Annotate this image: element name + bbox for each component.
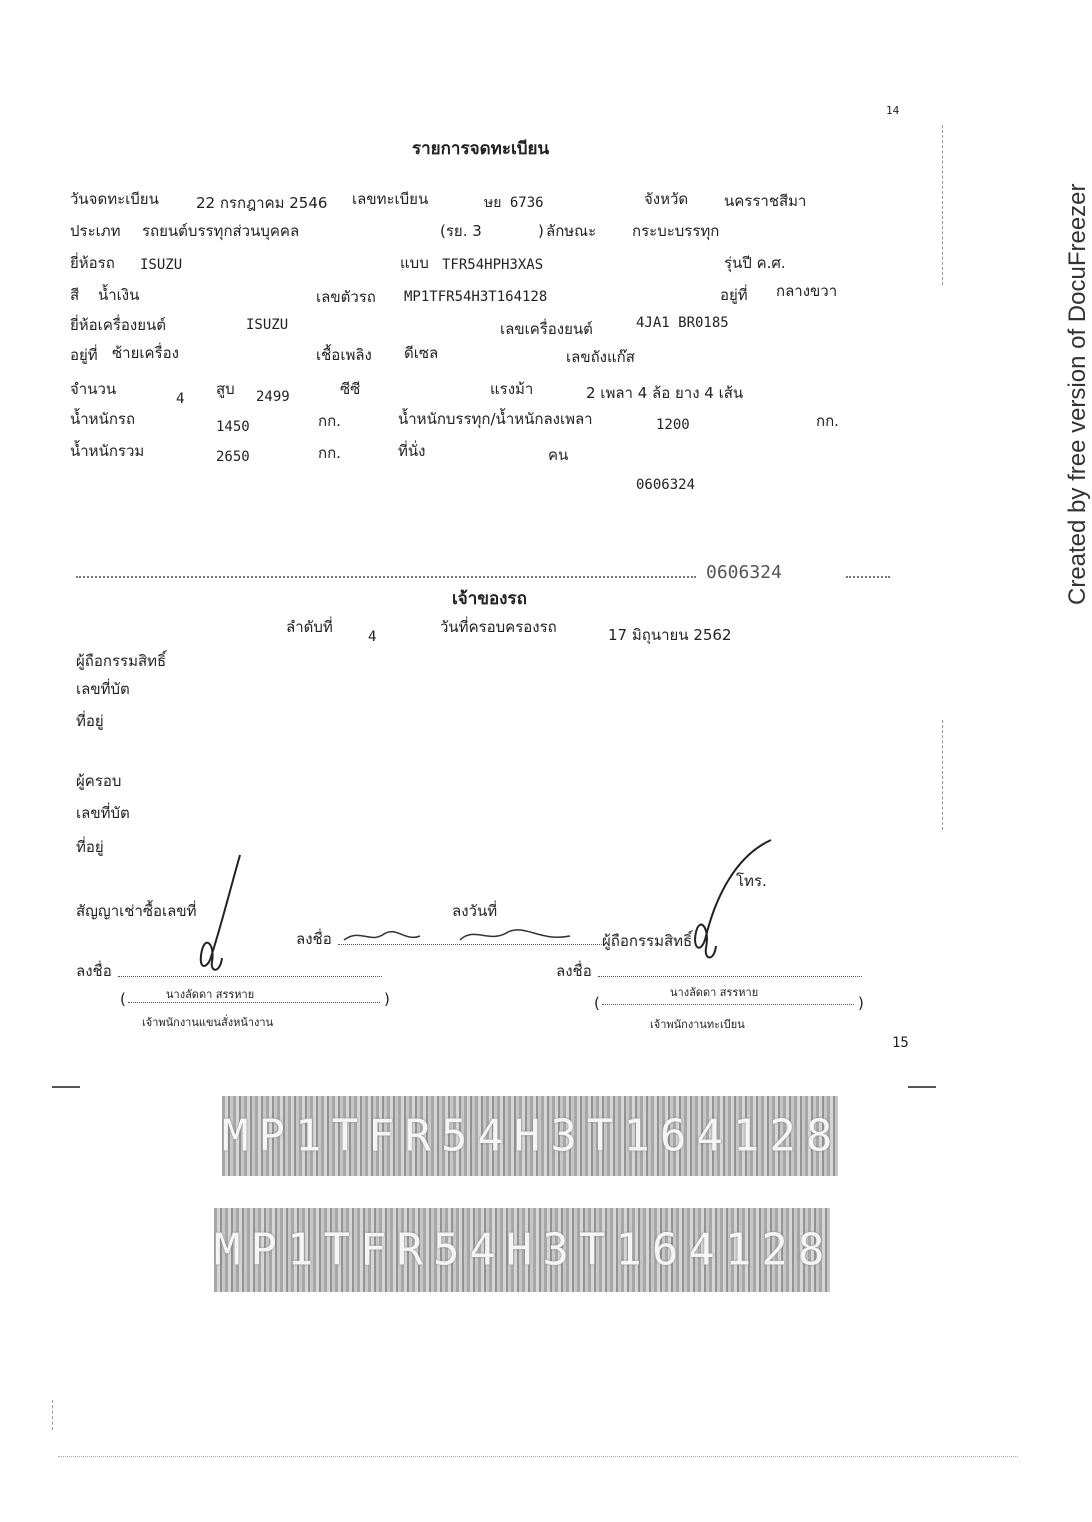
cylinder-label: สูบ [216, 380, 235, 398]
gas-tank-label: เลขถังแก๊ส [566, 348, 635, 366]
body-label: ลักษณะ [546, 222, 597, 240]
model-value: TFR54HPH3XAS [442, 257, 544, 273]
province-value: นครราชสีมา [724, 192, 807, 210]
count-label: จำนวน [70, 380, 117, 398]
holder-sign-label: ผู้ถือกรรมสิทธิ์ [602, 932, 693, 950]
reg-date-value: 22 กรกฎาคม 2546 [196, 194, 328, 212]
count-value: 4 [176, 391, 185, 407]
brand-label: ยี่ห้อรถ [70, 254, 115, 272]
officer-name-right: นางลัดดา สรรหาย [670, 986, 759, 999]
edge-mark [908, 1086, 936, 1088]
possession-date-value: 17 มิถุนายน 2562 [608, 626, 732, 644]
province-label: จังหวัด [644, 190, 689, 208]
engine-brand-value: ISUZU [246, 317, 289, 333]
fuel-label: เชื้อเพลิง [316, 346, 372, 364]
chassis-rubbing [214, 1208, 835, 1292]
name-line [602, 1004, 854, 1005]
plate-label: เลขทะเบียน [352, 190, 429, 208]
horsepower-label: แรงม้า [490, 380, 534, 398]
kg-label: กก. [318, 444, 341, 462]
cc-value: 2499 [256, 389, 290, 405]
load-label: น้ำหนักบรรทุก/น้ำหนักลงเพลา [398, 410, 593, 428]
registration-title: รายการจดทะเบียน [412, 139, 550, 159]
plate-value: ษย 6736 [484, 195, 544, 211]
holder-id-label: เลขที่บัต [76, 680, 130, 698]
tear-line [76, 576, 696, 578]
paren-close: ) [384, 990, 390, 1008]
type-code: (รย. 3 [440, 222, 482, 240]
contract-label: สัญญาเช่าซื้อเลขที่ [76, 902, 197, 920]
signature-line [598, 976, 862, 977]
chassis-label: เลขตัวรถ [316, 288, 376, 306]
page-number-bottom: 15 [892, 1035, 909, 1051]
paren-close: ) [858, 994, 864, 1012]
officer-name-left: นางลัดดา สรรหาย [166, 988, 255, 1001]
engine-brand-label: ยี่ห้อเครื่องยนต์ [70, 316, 167, 334]
weight-value: 1450 [216, 419, 250, 435]
officer-title-right: เจ้าพนักงานทะเบียน [650, 1018, 745, 1031]
possessor-id-label: เลขที่บัต [76, 804, 130, 822]
holder-label: ผู้ถือกรรมสิทธิ์ [76, 652, 167, 670]
edge-mark [52, 1400, 53, 1430]
type-value: รถยนต์บรรทุกส่วนบุคคล [142, 222, 300, 240]
engine-number-value: 4JA1 BR0185 [636, 315, 729, 331]
officer-title-left: เจ้าพนักงานแขนสั่งหน้างาน [142, 1016, 274, 1029]
name-line [128, 1002, 380, 1003]
order-label: ลำดับที่ [286, 618, 333, 636]
holder-address-label: ที่อยู่ [76, 712, 104, 730]
load-value: 1200 [656, 417, 690, 433]
holder-signature [340, 920, 590, 950]
brand-value: ISUZU [140, 257, 183, 273]
chassis-location-value: กลางขวา [776, 282, 838, 300]
signature-scrawl [180, 850, 260, 980]
chassis-rubbing [222, 1096, 843, 1176]
chassis-value: MP1TFR54H3T164128 [404, 289, 548, 305]
color-value: น้ำเงิน [98, 286, 140, 304]
paren-open: ( [120, 990, 126, 1008]
signed-date-label: ลงวันที่ [452, 902, 498, 920]
body-value: กระบะบรรทุก [632, 222, 720, 240]
bottom-scan-line [58, 1456, 1018, 1457]
kg-label: กก. [816, 412, 839, 430]
total-weight-value: 2650 [216, 449, 250, 465]
chassis-rubbing-text: MP1TFR54H3T164128 [222, 1110, 843, 1162]
owner-title: เจ้าของรถ [452, 589, 527, 609]
engine-number-label: เลขเครื่องยนต์ [500, 320, 593, 338]
type-code-close: ) [538, 222, 544, 240]
signature-scrawl [676, 836, 776, 976]
sign-label: ลงชื่อ [556, 962, 592, 980]
weight-label: น้ำหนักรถ [70, 410, 136, 428]
chassis-rubbing-text: MP1TFR54H3T164128 [214, 1224, 835, 1276]
year-label: รุ่นปี ค.ศ. [724, 254, 786, 272]
edge-mark [52, 1086, 80, 1088]
kg-label: กก. [318, 412, 341, 430]
sign-label: ลงชื่อ [76, 962, 112, 980]
edge-mark [942, 720, 943, 830]
color-label: สี [70, 286, 80, 304]
reg-date-label: วันจดทะเบียน [70, 190, 159, 208]
model-label: แบบ [400, 254, 429, 272]
page-number-top: 14 [886, 104, 900, 117]
serial-number: 0606324 [636, 477, 696, 493]
cc-label: ซีซี [340, 380, 361, 398]
possessor-label: ผู้ครอบ [76, 772, 122, 790]
axle-text: 2 เพลา 4 ล้อ ยาง 4 เส้น [586, 384, 744, 402]
chassis-location-label: อยู่ที่ [720, 286, 748, 304]
fuel-value: ดีเซล [404, 344, 439, 362]
paren-open: ( [594, 994, 600, 1012]
watermark: Created by free version of DocuFreezer [1064, 183, 1091, 605]
phone-label: โทร. [736, 872, 767, 890]
seats-label: ที่นั่ง [398, 442, 426, 460]
edge-mark [942, 125, 943, 285]
engine-location-value: ซ้ายเครื่อง [112, 344, 179, 362]
order-value: 4 [368, 629, 377, 645]
persons-label: คน [548, 446, 569, 464]
serial-cut: 0606324 [706, 562, 782, 583]
total-weight-label: น้ำหนักรวม [70, 442, 145, 460]
engine-location-label: อยู่ที่ [70, 346, 98, 364]
possession-date-label: วันที่ครอบครองรถ [440, 618, 557, 636]
possessor-address-label: ที่อยู่ [76, 838, 104, 856]
tear-line [846, 576, 890, 578]
sign-label: ลงชื่อ [296, 930, 332, 948]
type-label: ประเภท [70, 222, 121, 240]
